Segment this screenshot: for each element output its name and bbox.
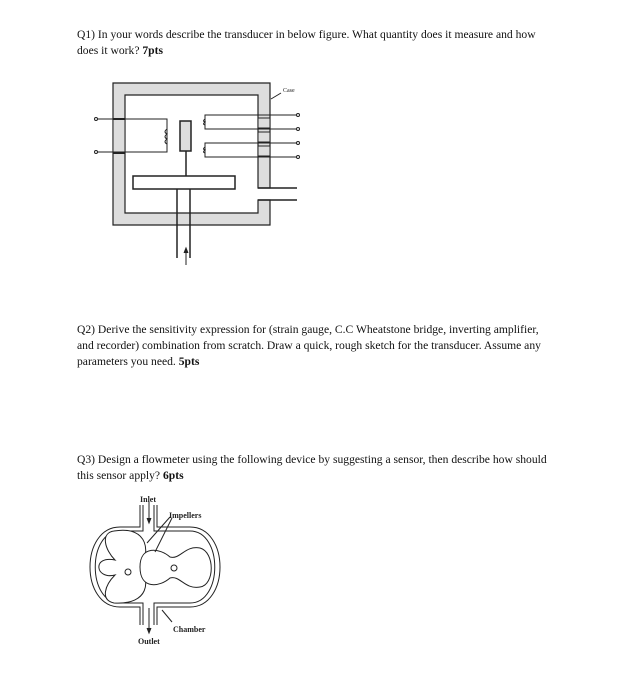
case-label: Case bbox=[283, 88, 295, 94]
outlet-label: Outlet bbox=[138, 637, 160, 646]
question-3-text: Q3) Design a flowmeter using the following device by suggesting a sensor, then describe how should this sensor apply? bbox=[77, 453, 547, 482]
question-3-points: 6pts bbox=[162, 469, 184, 482]
inlet-label: Inlet bbox=[140, 495, 156, 504]
question-1-text: Q1) In your words describe the transducer in below figure. What quantity does it measure and how does it work? bbox=[77, 28, 536, 57]
question-2-text: Q2) Derive the sensitivity expression for (strain gauge, C.C Wheatstone bridge, inverting amplifier, and recorder) combination from scratch. Draw a quick, rough sketch for the transducer. Assume any parameters you need. bbox=[77, 323, 541, 368]
question-1-points: 7pts bbox=[142, 44, 163, 57]
impellers-label: Impellers bbox=[169, 511, 202, 520]
question-2-points: 5pts bbox=[178, 355, 200, 368]
flowmeter-figure bbox=[90, 502, 220, 633]
transducer-figure bbox=[95, 83, 300, 265]
chamber-label: Chamber bbox=[173, 625, 206, 634]
